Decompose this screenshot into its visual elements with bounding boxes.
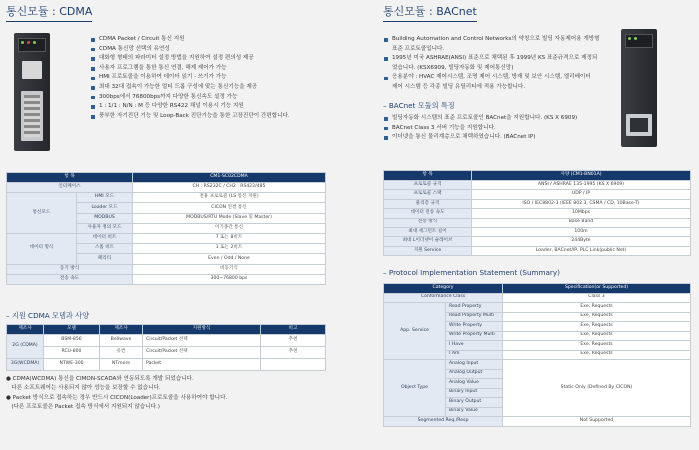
cdma-module-image [14,33,50,151]
table-cell: 비고 [261,325,326,335]
table-row [384,303,691,313]
feature-item: 1 : 1/1 : N/N : M 등 다양한 RS422 채널 이용시 기능 지원 [90,102,290,112]
table-cell: RCU-800 [44,347,100,359]
table-cell: Analog Value [446,379,503,389]
bacnet-spec-table [383,170,691,256]
table-cell: 244Byte [472,237,691,246]
table-row [7,274,326,284]
table-cell: 유컨 [100,347,143,359]
note-line: (다른 프로토콜은 Packet 접속 방식에서 지원되지 않습니다.) [6,404,160,411]
bacnet-module-image [621,29,657,147]
feature-item: CDMA Packet / Circuit 통신 지원 [90,35,290,45]
table-cell: 전송 방식 [384,218,472,227]
bacnet-feature-section-title: – BACnet 모듈의 특징 [383,101,455,110]
table-cell: 추천 [261,347,326,359]
table-cell: Exe, Requests [503,322,691,332]
cdma-modem-table [6,324,326,371]
table-cell: 패리티 [77,254,133,264]
table-cell: MODBUS/RTU Mode (Slave 및 Master) [133,213,326,223]
feature-item: 었습니다. (KSX6909, 빌딩자동화 및 제어통신망) [392,64,514,71]
table-cell: 최대 L이더넷이 슬레이브 [384,237,472,246]
table-row [7,359,326,371]
table-row [384,181,691,190]
feature-item: 1995년 미국 ASHRAE(ANSI) 표준으로 채택된 후 1999년 KS 표준규격으로 제정되 [383,54,600,64]
table-cell: 지원방식 [143,325,261,335]
table-cell: Specification(or Supported) [503,284,691,294]
table-row [384,237,691,246]
table-cell: 스톱 비트 [77,244,133,254]
table-cell: 물리층 규격 [384,199,472,208]
table-cell: Packet [143,359,261,371]
table-cell: 인터페이스 [7,183,133,193]
table-cell: Object Type [384,360,446,417]
table-cell: Write Property Multi [446,331,503,341]
table-cell: CM1-SC02CDMA [133,173,326,183]
table-row [7,233,326,243]
table-cell: I Have [446,341,503,351]
table-cell: 프로토콜 규격 [384,181,472,190]
note-line: 다른 소프트웨어는 사용되지 않아 성능을 보장할 수 없습니다. [6,385,161,392]
table-cell: Loader, BACnet/IP, PLC Link(public Net) [472,246,691,255]
table-cell: 전송 속도 [7,274,133,284]
table-row [7,193,326,203]
feature-item: 대화형 형태의 파라미터 설정 방법을 지원하여 설정 편의성 제공 [90,54,290,64]
table-cell: Not Supported [503,417,691,427]
right-page-title: 통신모듈 : BACnet [383,3,477,19]
pics-table [383,283,691,427]
table-row [384,190,691,199]
table-cell: 사양 (CM1-BN01A) [472,171,691,181]
table-cell: 1 또는 2비트 [133,244,326,254]
table-cell: 2G (CDMA) [7,335,44,359]
feature-item: BACnet Class 3 서버 기능을 지원합니다. [383,124,577,134]
table-row [384,293,691,303]
table-cell: 사용자 정의 모드 [77,223,133,233]
table-cell: Read Property Multi [446,312,503,322]
cdma-spec-table [6,172,326,285]
table-cell: App. Service [384,303,446,360]
table-cell: MODBUS [77,213,133,223]
table-cell: 제조사 [7,325,44,335]
table-row [7,173,326,183]
feature-item: HMI 프로토콜을 이용하여 데이터 읽기 · 쓰기가 가능 [90,73,290,83]
table-cell: 데이터 형식 [7,233,77,264]
table-row [384,209,691,218]
feature-item: 300bps에서 76800bps까지 다양한 통신속도 설정 가능 [90,93,290,103]
table-cell: Even / Odd / None [133,254,326,264]
table-row [384,227,691,236]
table-cell: ANSI / ASHRAE 135-1995 (KS X 6909) [472,181,691,190]
table-cell: Write Property [446,322,503,332]
table-cell: Binary Input [446,388,503,398]
table-cell: 300~76800 bps [133,274,326,284]
feature-item: 풍부한 자기진단 기능 및 Loop-Back 진단기능을 통한 고장진단이 간편합니다. [90,112,290,122]
table-row [7,335,326,347]
table-cell: Binary Output [446,398,503,408]
table-cell: Analog Input [446,360,503,370]
table-cell: NTWE-300 [44,359,100,371]
table-cell: 7 또는 8비트 [133,233,326,243]
bacnet-intro-list [383,35,600,93]
note-line: ● Packet 방식으로 접속하는 경우 반드시 CICON(Loader)프로토콜을 사용하여야 합니다. [6,394,228,401]
table-cell: Base Band [472,218,691,227]
table-cell: Bellwave [100,335,143,347]
note-line: ● CDMA(WCDMA) 통신을 CIMON-SCADA와 연동되도록 개발 되었습니다. [6,376,194,382]
table-cell: BSM-856 [44,335,100,347]
table-cell: Read Property [446,303,503,313]
table-cell: 추천 [261,335,326,347]
pics-section-title: – Protocol Implementation Statement (Summary) [383,268,560,277]
table-cell: 3G(WCDMA) [7,359,44,371]
table-cell: 데이터 전송 속도 [384,209,472,218]
table-cell: Static Only (Defined By CICON) [503,360,691,417]
table-row [384,284,691,294]
table-cell: HMI 모드 [77,193,133,203]
table-cell: 10Mbps [472,209,691,218]
table-cell: CICON 연결 통신 [133,203,326,213]
table-cell: 항 목 [384,171,472,181]
table-cell: 비동기식 [133,264,326,274]
table-cell: 제조사 [100,325,143,335]
cdma-feature-list [90,35,290,121]
table-cell: 데이터 비트 [77,233,133,243]
table-cell: Exe, Requests [503,350,691,360]
table-cell: Circuit/Packet 선택 [143,347,261,359]
table-cell: I Am [446,350,503,360]
left-page-title: 통신모듈 : CDMA [6,3,92,19]
table-cell: ISO / IEC8802-3 (IEEE 802.3, CSMA / CD, 10Base-T) [472,199,691,208]
table-cell [261,359,326,371]
table-cell: Binary Value [446,407,503,417]
table-cell: 전용 프로토콜 (LS 통신 지원) [133,193,326,203]
table-cell: 이기종간 통신 [133,223,326,233]
table-row [384,218,691,227]
table-row [384,171,691,181]
table-cell: 통신모드 [7,193,77,234]
table-cell: Circuit/Packet 선택 [143,335,261,347]
feature-item: 사용자 프로그램을 통한 통신 연결, 해제 제어가 가능 [90,64,290,74]
feature-item: 빌딩자동화 시스템의 표준 프로토콜인 BACnet을 지원합니다. (KS X 6909) [383,114,577,124]
table-cell: Analog Output [446,369,503,379]
table-cell: 모델 [44,325,100,335]
table-cell: 100m [472,227,691,236]
table-cell: Exe, Requests [503,312,691,322]
table-cell: Exe, Requests [503,331,691,341]
table-cell: CH : RS232C / CH2 : RS422/485 [133,183,326,193]
table-cell: Conformance Class [384,293,503,303]
table-cell: Exe, Requests [503,303,691,313]
feature-item: 제어 시스템 등 각종 빌딩 유틸리티에 적용 가능합니다. [392,83,526,90]
table-row [7,264,326,274]
feature-item: 응용분야 : HVAC 제어시스템, 조명 제어 시스템, 방재 및 보안 시스템, 엘리베이터 [383,73,600,83]
table-row [7,183,326,193]
feature-item: 최대 32대 접속이 가능한 멀티 드롭 구성에 맞는 통신기능을 제공 [90,83,290,93]
table-row [384,246,691,255]
table-cell: 지원 Service [384,246,472,255]
table-row [7,325,326,335]
table-cell: 최대 세그먼트 길이 [384,227,472,236]
table-cell: Segmented Req./Resp [384,417,503,427]
table-cell: Category [384,284,503,294]
table-row [384,199,691,208]
table-row [384,417,691,427]
feature-item: Building Automation and Control Networks의 약칭으로 빌딩 자동제어용 개방형 [383,35,600,45]
table-cell: 동기 방식 [7,264,133,274]
feature-item: CDMA 통신망 선택의 유연성 [90,45,290,55]
table-cell: NTmore [100,359,143,371]
table-cell: Exe, Requests [503,341,691,351]
table-cell: 항 목 [7,173,133,183]
feature-item: 표준 프로토콜입니다. [392,45,445,52]
cdma-modem-section-title: – 지원 CDMA 모뎀과 사양 [6,311,90,320]
table-row [384,360,691,370]
bacnet-feature-list [383,114,577,143]
table-cell: 프로토콜 스택 [384,190,472,199]
feature-item: 이더넷을 통신 물리계층으로 채택하였습니다. (BACnet IP) [383,133,577,143]
table-cell: UDP / IP [472,190,691,199]
table-cell: Loader 모드 [77,203,133,213]
cdma-notes [6,375,227,413]
table-cell: Class 3 [503,293,691,303]
table-row [7,347,326,359]
